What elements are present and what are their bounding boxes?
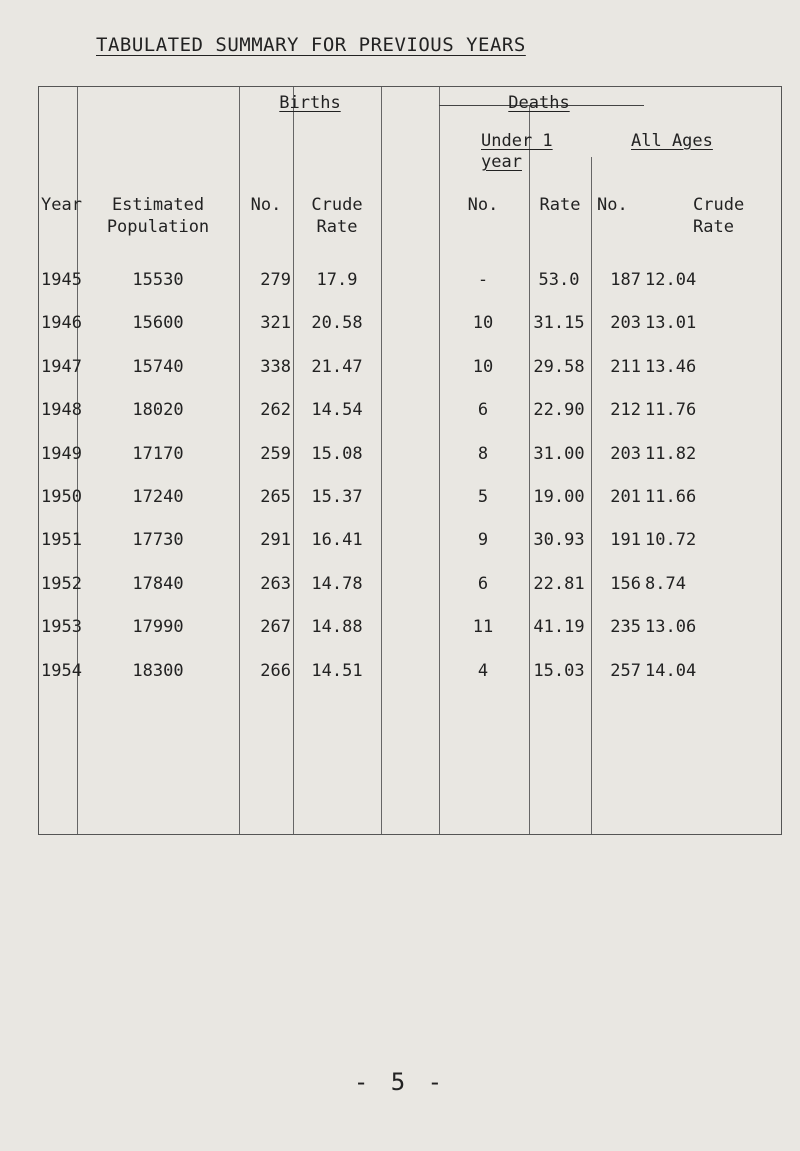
cell-population: 15740 — [132, 357, 184, 377]
cell-population: 17730 — [132, 530, 184, 550]
cell-births-rate: 14.51 — [311, 661, 363, 681]
cell-births-rate: 17.9 — [316, 270, 358, 290]
cell-births-no: 267 — [260, 617, 291, 637]
cell-infant-no: 10 — [472, 313, 494, 333]
cell-births-no: 279 — [260, 270, 291, 290]
cell-infant-no: - — [477, 270, 489, 290]
page-number: - 5 - — [353, 1068, 447, 1096]
cell-year: 1945 — [41, 270, 82, 290]
cell-births-rate: 15.08 — [311, 444, 363, 464]
all-ages-header: All Ages — [631, 131, 713, 151]
births-crude-header-line2: Rate — [316, 217, 358, 237]
cell-infant-no: 6 — [477, 400, 489, 420]
under-1-year-header-line2: year — [481, 152, 522, 172]
col-divider — [381, 87, 382, 834]
cell-births-no: 291 — [260, 530, 291, 550]
cell-deaths-rate: 13.46 — [645, 357, 697, 377]
cell-population: 18020 — [132, 400, 184, 420]
year-header: Year — [41, 195, 82, 215]
cell-infant-no: 9 — [477, 530, 489, 550]
deaths-crude-header-line2: Rate — [693, 217, 734, 237]
cell-births-rate: 21.47 — [311, 357, 363, 377]
infant-rate-header: Rate — [539, 195, 581, 215]
cell-deaths-rate: 13.01 — [645, 313, 697, 333]
cell-infant-rate: 29.58 — [533, 357, 585, 377]
cell-year: 1947 — [41, 357, 82, 377]
cell-infant-rate: 31.00 — [533, 444, 585, 464]
cell-deaths-rate: 12.04 — [645, 270, 697, 290]
cell-deaths-rate: 11.66 — [645, 487, 697, 507]
cell-deaths-no: 203 — [610, 313, 641, 333]
cell-infant-no: 11 — [472, 617, 494, 637]
cell-births-rate: 16.41 — [311, 530, 363, 550]
cell-births-rate: 14.78 — [311, 574, 363, 594]
cell-year: 1948 — [41, 400, 82, 420]
cell-year: 1953 — [41, 617, 82, 637]
cell-deaths-rate: 11.76 — [645, 400, 697, 420]
deaths-no-header: No. — [597, 195, 628, 215]
cell-births-no: 266 — [260, 661, 291, 681]
births-header: Births — [279, 93, 341, 113]
under-1-year-header: Under 1 — [481, 131, 553, 151]
cell-deaths-no: 211 — [610, 357, 641, 377]
cell-births-rate: 14.54 — [311, 400, 363, 420]
cell-births-no: 338 — [260, 357, 291, 377]
cell-population: 17240 — [132, 487, 184, 507]
page-title: TABULATED SUMMARY FOR PREVIOUS YEARS — [96, 34, 526, 56]
cell-population: 17170 — [132, 444, 184, 464]
births-crude-header: Crude — [311, 195, 363, 215]
cell-births-rate: 14.88 — [311, 617, 363, 637]
cell-population: 15600 — [132, 313, 184, 333]
cell-infant-no: 5 — [477, 487, 489, 507]
cell-infant-no: 8 — [477, 444, 489, 464]
cell-births-no: 262 — [260, 400, 291, 420]
cell-infant-no: 10 — [472, 357, 494, 377]
cell-infant-rate: 41.19 — [533, 617, 585, 637]
cell-infant-rate: 53.0 — [538, 270, 580, 290]
cell-deaths-rate: 8.74 — [645, 574, 686, 594]
cell-deaths-no: 212 — [610, 400, 641, 420]
cell-population: 17990 — [132, 617, 184, 637]
cell-infant-rate: 19.00 — [533, 487, 585, 507]
cell-population: 18300 — [132, 661, 184, 681]
cell-deaths-no: 235 — [610, 617, 641, 637]
cell-year: 1949 — [41, 444, 82, 464]
cell-infant-rate: 30.93 — [533, 530, 585, 550]
cell-births-rate: 20.58 — [311, 313, 363, 333]
cell-infant-rate: 22.81 — [533, 574, 585, 594]
cell-deaths-no: 191 — [610, 530, 641, 550]
cell-deaths-no: 203 — [610, 444, 641, 464]
infant-no-header: No. — [467, 195, 499, 215]
cell-deaths-rate: 10.72 — [645, 530, 697, 550]
cell-year: 1950 — [41, 487, 82, 507]
est-pop-header-line2: Population — [106, 217, 210, 237]
deaths-crude-header: Crude — [693, 195, 745, 215]
cell-infant-no: 4 — [477, 661, 489, 681]
cell-deaths-no: 156 — [610, 574, 641, 594]
births-no-header: No. — [250, 195, 282, 215]
cell-deaths-no: 201 — [610, 487, 641, 507]
cell-infant-rate: 15.03 — [533, 661, 585, 681]
cell-births-no: 321 — [260, 313, 291, 333]
cell-year: 1946 — [41, 313, 82, 333]
cell-population: 15530 — [132, 270, 184, 290]
cell-infant-no: 6 — [477, 574, 489, 594]
cell-year: 1954 — [41, 661, 82, 681]
cell-deaths-rate: 13.06 — [645, 617, 697, 637]
cell-births-no: 265 — [260, 487, 291, 507]
est-pop-header: Estimated — [111, 195, 205, 215]
cell-births-no: 263 — [260, 574, 291, 594]
cell-infant-rate: 22.90 — [533, 400, 585, 420]
cell-year: 1951 — [41, 530, 82, 550]
cell-deaths-no: 257 — [610, 661, 641, 681]
cell-births-rate: 15.37 — [311, 487, 363, 507]
summary-table — [38, 86, 782, 835]
cell-deaths-no: 187 — [610, 270, 641, 290]
cell-population: 17840 — [132, 574, 184, 594]
cell-year: 1952 — [41, 574, 82, 594]
cell-births-no: 259 — [260, 444, 291, 464]
cell-deaths-rate: 14.04 — [645, 661, 697, 681]
cell-infant-rate: 31.15 — [533, 313, 585, 333]
cell-deaths-rate: 11.82 — [645, 444, 697, 464]
deaths-header: Deaths — [508, 93, 570, 113]
